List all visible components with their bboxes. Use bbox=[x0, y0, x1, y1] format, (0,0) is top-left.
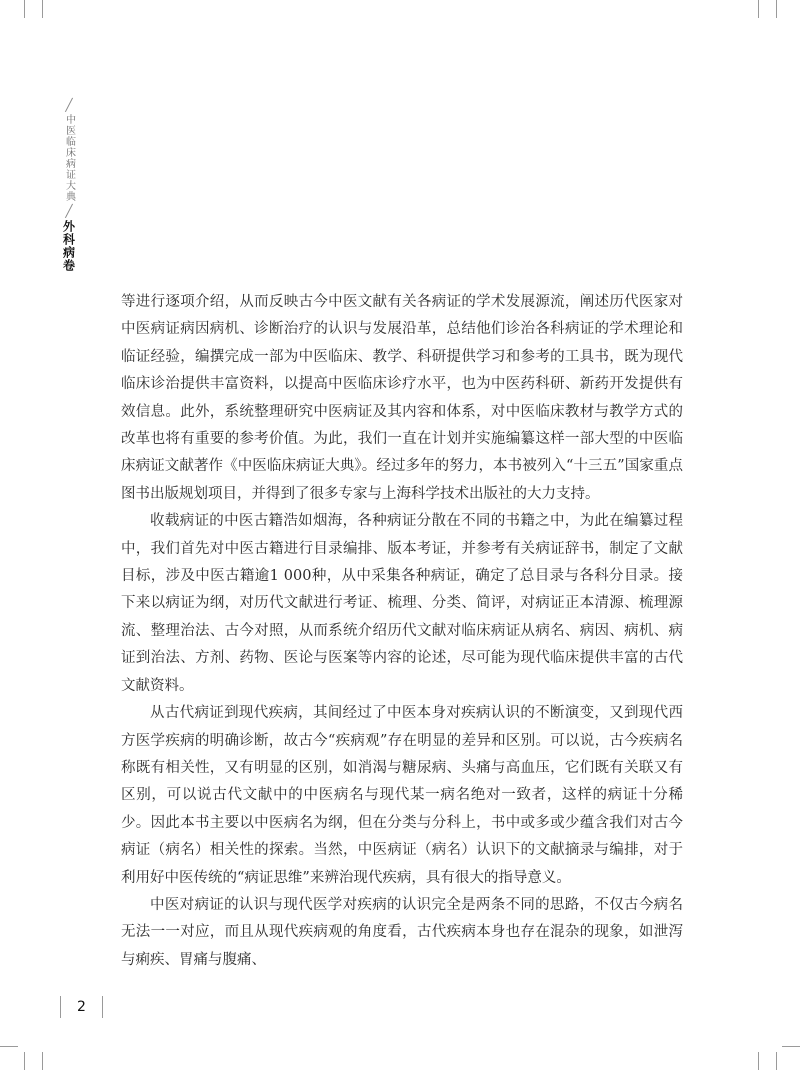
volume-title: 外科病卷 bbox=[61, 220, 76, 272]
divider-slash: ╱ bbox=[65, 204, 73, 218]
footer-rule bbox=[60, 996, 61, 1018]
crop-mark bbox=[776, 0, 777, 18]
crop-mark bbox=[776, 1052, 777, 1070]
crop-mark bbox=[758, 0, 759, 18]
crop-mark bbox=[24, 1052, 25, 1070]
body-text bbox=[121, 289, 683, 974]
crop-mark bbox=[42, 1052, 43, 1070]
paragraph: 收载病证的中医古籍浩如烟海，各种病证分散在不同的书籍之中，为此在编纂过程中，我们首先对中医古籍进行目录编排、版本考证，并参考有关病证辞书，制定了文献目标，涉及中医古籍逾1 000种，从中采集各种病证，确定了总目录与各科分目录。接下来以病证为纲，对历代文献进行考证、梳理、分类、简评，对病证正本清源、梳理源流、整理治法、古今对照，从而系统介绍历代文献对临床病证从病名、病因、病机、病证到治法、方剂、药物、医论与医案等内容的论述，尽可能为现代临床提供丰富的古代文献资料。 bbox=[121, 513, 683, 694]
paragraph: 等进行逐项介绍，从而反映古今中医文献有关各病证的学术发展源流，阐述历代医家对中医病证病因病机、诊断治疗的认识与发展沿革，总结他们诊治各科病证的学术理论和临证经验，编撰完成一部为中医临床、教学、科研提供学习和参考的工具书，既为现代临床诊治提供丰富资料，以提高中医临床诊疗水平，也为中医药科研、新药开发提供有效信息。此外，系统整理研究中医病证及其内容和体系，对中医临床教材与教学方式的改革也将有重要的参考价值。为此，我们一直在计划并实施编纂这样一部大型的中医临床病证文献著作《中医临床病证大典》。经过多年的努力，本书被列入“十三五”国家重点图书出版规划项目，并得到了很多专家与上海科学技术出版社的大力支持。 bbox=[121, 294, 683, 502]
page-number: 2 bbox=[77, 999, 86, 1015]
footer-rule bbox=[102, 996, 103, 1018]
paragraph: 从古代病证到现代疾病，其间经过了中医本身对疾病认识的不断演变，又到现代西方医学疾病的明确诊断，故古今“疾病观”存在明显的差异和区别。可以说，古今疾病名称既有相关性，又有明显的区别，如消渴与糖尿病、头痛与高血压，它们既有关联又有区别，可以说古代文献中的中医病名与现代某一病名绝对一致者，这样的病证十分稀少。因此本书主要以中医病名为纲，但在分类与分科上，书中或多或少蕴含我们对古今病证（病名）相关性的探索。当然，中医病证（病名）认识下的文献摘录与编排，对于利用好中医传统的“病证思维”来辨治现代疾病，具有很大的指导意义。 bbox=[121, 705, 683, 886]
page-footer bbox=[60, 996, 103, 1018]
series-title: 中医临床病证大典 bbox=[63, 114, 75, 202]
divider-slash: ╱ bbox=[65, 98, 73, 112]
paragraph: 中医对病证的认识与现代医学对疾病的认识完全是两条不同的思路，不仅古今病名无法一一对应，而且从现代疾病观的角度看，古代疾病本身也存在混杂的现象，如泄泻与痢疾、胃痛与腹痛、 bbox=[121, 896, 683, 968]
running-title bbox=[60, 98, 78, 272]
crop-mark bbox=[42, 0, 43, 18]
crop-mark bbox=[782, 1046, 800, 1047]
crop-mark bbox=[0, 1046, 18, 1047]
crop-mark bbox=[758, 1052, 759, 1070]
crop-mark bbox=[24, 0, 25, 18]
